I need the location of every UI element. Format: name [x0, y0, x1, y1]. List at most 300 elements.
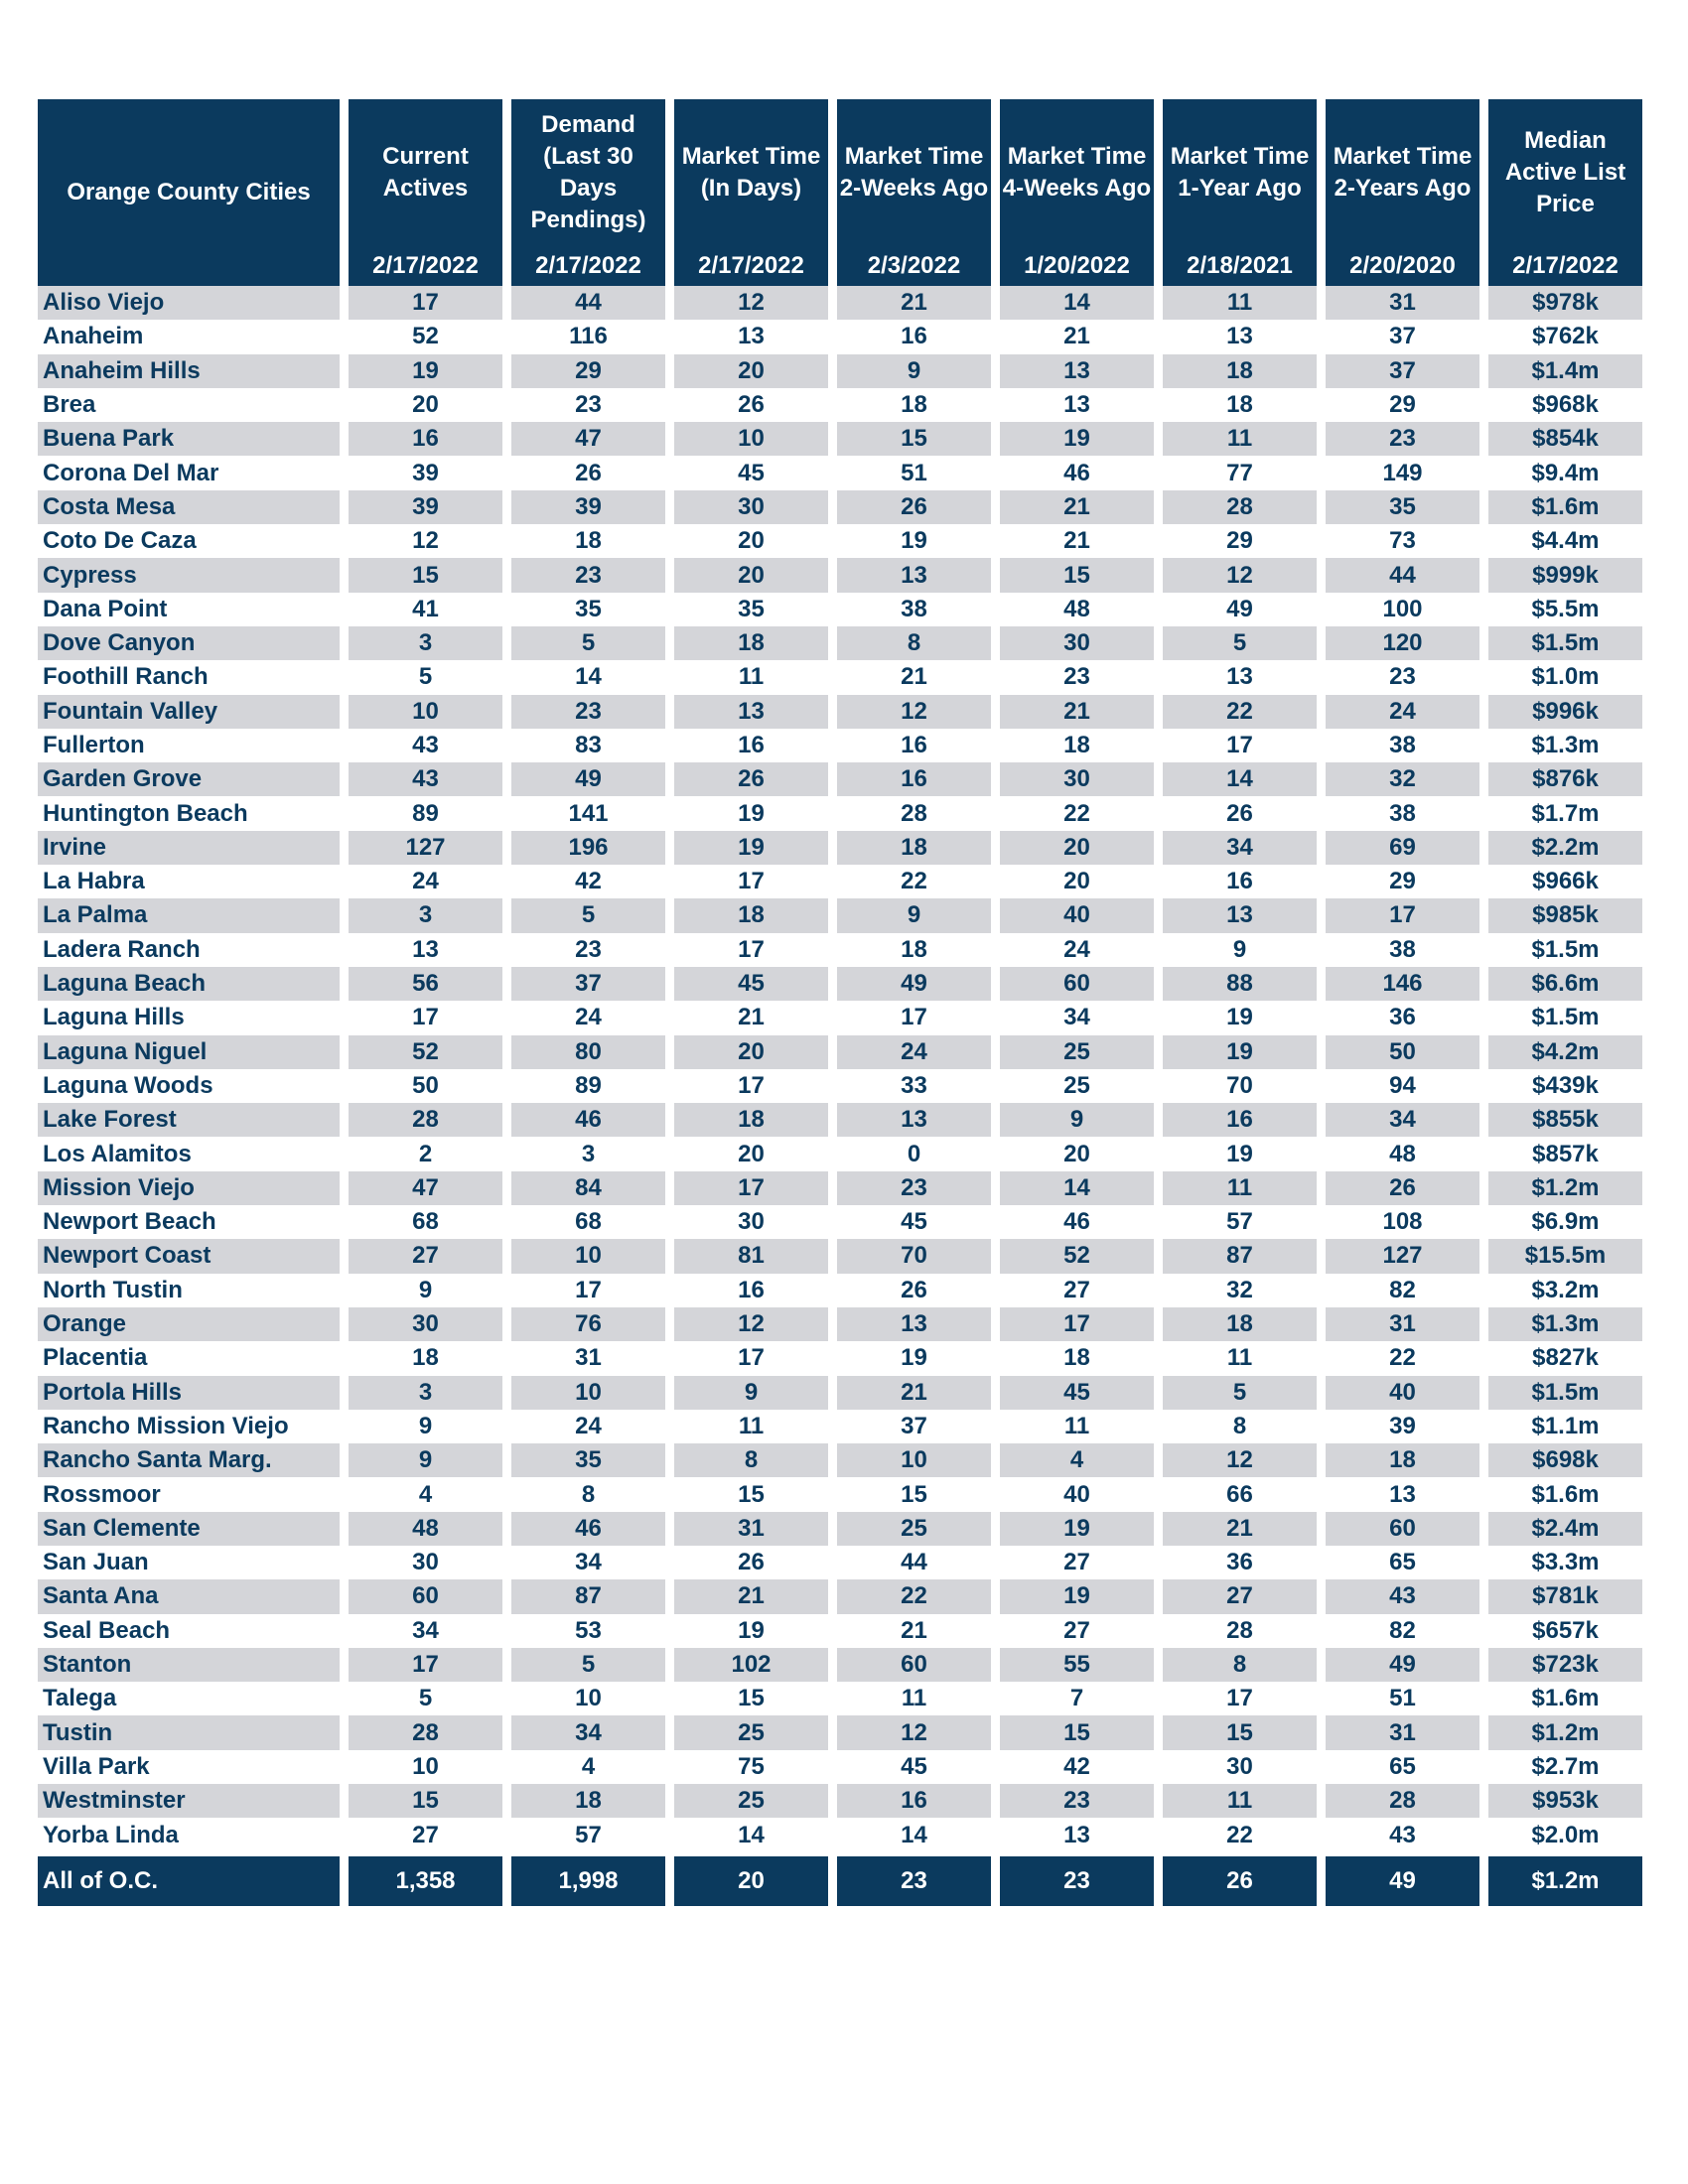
table-cell: 49 — [837, 967, 991, 1001]
table-row — [38, 422, 1642, 456]
table-cell: 89 — [511, 1069, 665, 1103]
city-name-cell: San Juan — [38, 1546, 340, 1579]
column-header-market-time-2-years — [1326, 99, 1479, 286]
table-cell: 24 — [1326, 695, 1479, 729]
table-cell: 8 — [511, 1477, 665, 1511]
city-name-cell: Los Alamitos — [38, 1137, 340, 1170]
table-cell: 18 — [674, 626, 828, 660]
table-cell: 19 — [837, 524, 991, 558]
table-cell: 45 — [674, 967, 828, 1001]
city-name-cell: Newport Beach — [38, 1205, 340, 1239]
table-cell: $1.2m — [1488, 1715, 1642, 1749]
table-cell: 18 — [837, 388, 991, 422]
table-cell: 5 — [1163, 626, 1317, 660]
table-cell: 73 — [1326, 524, 1479, 558]
table-cell: 87 — [1163, 1239, 1317, 1273]
column-header-median-price — [1488, 99, 1642, 286]
table-cell: 17 — [674, 933, 828, 967]
table-row — [38, 1512, 1642, 1546]
table-cell: $6.9m — [1488, 1205, 1642, 1239]
table-row — [38, 490, 1642, 524]
table-cell: $6.6m — [1488, 967, 1642, 1001]
city-name-cell: Mission Viejo — [38, 1171, 340, 1205]
column-header-title: Market Time 2-Weeks Ago — [839, 143, 989, 202]
table-cell: 26 — [837, 490, 991, 524]
table-cell: 77 — [1163, 456, 1317, 489]
table-cell: 30 — [349, 1307, 502, 1341]
table-cell: 10 — [511, 1376, 665, 1410]
table-cell: 24 — [837, 1035, 991, 1069]
table-cell: 34 — [511, 1715, 665, 1749]
table-cell: 45 — [674, 456, 828, 489]
table-cell: 21 — [837, 660, 991, 694]
table-cell: 16 — [837, 320, 991, 353]
table-cell: 3 — [511, 1137, 665, 1170]
table-cell: 11 — [1163, 286, 1317, 320]
table-row — [38, 865, 1642, 898]
table-cell: 87 — [511, 1579, 665, 1613]
table-cell: 5 — [511, 1648, 665, 1682]
table-cell: 10 — [837, 1443, 991, 1477]
table-row — [38, 1069, 1642, 1103]
city-name-cell: Santa Ana — [38, 1579, 340, 1613]
table-cell: 13 — [1163, 320, 1317, 353]
city-name-cell: Orange — [38, 1307, 340, 1341]
table-cell: 18 — [511, 1784, 665, 1818]
table-cell: 65 — [1326, 1750, 1479, 1784]
column-header-current-actives — [349, 99, 502, 286]
table-row — [38, 660, 1642, 694]
table-row — [38, 286, 1642, 320]
table-cell: 10 — [674, 422, 828, 456]
table-row — [38, 593, 1642, 626]
table-cell: $3.2m — [1488, 1274, 1642, 1307]
table-cell: 23 — [837, 1171, 991, 1205]
table-cell: 3 — [349, 898, 502, 932]
table-cell: 12 — [674, 286, 828, 320]
table-cell: 30 — [1000, 762, 1154, 796]
table-row — [38, 354, 1642, 388]
table-cell: 94 — [1326, 1069, 1479, 1103]
table-cell: 22 — [837, 865, 991, 898]
table-cell: 88 — [1163, 967, 1317, 1001]
table-row — [38, 1648, 1642, 1682]
column-header-date: 2/17/2022 — [535, 252, 641, 279]
city-name-cell: Aliso Viejo — [38, 286, 340, 320]
table-cell: 19 — [1163, 1001, 1317, 1034]
table-cell: 34 — [511, 1546, 665, 1579]
table-cell: 51 — [1326, 1682, 1479, 1715]
table-cell: 39 — [1326, 1410, 1479, 1443]
table-cell: 17 — [674, 1069, 828, 1103]
total-cell: 1,358 — [349, 1856, 502, 1906]
table-cell: 38 — [837, 593, 991, 626]
city-name-cell: La Habra — [38, 865, 340, 898]
table-cell: 16 — [1163, 865, 1317, 898]
table-row — [38, 1137, 1642, 1170]
table-cell: $1.5m — [1488, 933, 1642, 967]
table-cell: $5.5m — [1488, 593, 1642, 626]
table-cell: 19 — [1163, 1137, 1317, 1170]
table-cell: $855k — [1488, 1103, 1642, 1137]
table-cell: 26 — [837, 1274, 991, 1307]
table-cell: 9 — [1000, 1103, 1154, 1137]
table-cell: 29 — [1326, 865, 1479, 898]
table-row — [38, 1001, 1642, 1034]
table-cell: 25 — [1000, 1035, 1154, 1069]
table-cell: 5 — [511, 898, 665, 932]
table-cell: 4 — [511, 1750, 665, 1784]
table-cell: 8 — [674, 1443, 828, 1477]
table-cell: 18 — [674, 1103, 828, 1137]
table-cell: 56 — [349, 967, 502, 1001]
table-cell: 13 — [1163, 660, 1317, 694]
table-cell: 21 — [1163, 1512, 1317, 1546]
table-cell: 16 — [837, 1784, 991, 1818]
table-row — [38, 898, 1642, 932]
table-cell: 27 — [1000, 1546, 1154, 1579]
table-cell: 26 — [1163, 796, 1317, 830]
table-cell: 23 — [1000, 1784, 1154, 1818]
table-cell: 48 — [1000, 593, 1154, 626]
table-cell: 120 — [1326, 626, 1479, 660]
table-cell: 80 — [511, 1035, 665, 1069]
table-cell: 17 — [511, 1274, 665, 1307]
table-cell: 18 — [837, 831, 991, 865]
city-name-cell: Dana Point — [38, 593, 340, 626]
table-cell: 30 — [1000, 626, 1154, 660]
total-cell: 20 — [674, 1856, 828, 1906]
table-cell: $978k — [1488, 286, 1642, 320]
table-cell: 49 — [511, 762, 665, 796]
table-cell: $4.4m — [1488, 524, 1642, 558]
table-cell: 10 — [511, 1239, 665, 1273]
table-cell: 10 — [511, 1682, 665, 1715]
column-header-date: 2/17/2022 — [1512, 252, 1618, 279]
table-cell: 127 — [349, 831, 502, 865]
column-header-title: Market Time (In Days) — [681, 143, 821, 202]
market-time-table — [29, 99, 1651, 1906]
table-cell: 43 — [349, 762, 502, 796]
table-row — [38, 1205, 1642, 1239]
table-cell: $4.2m — [1488, 1035, 1642, 1069]
table-cell: 13 — [674, 320, 828, 353]
table-cell: 3 — [349, 626, 502, 660]
total-cell: $1.2m — [1488, 1856, 1642, 1906]
table-cell: 20 — [674, 558, 828, 592]
table-row — [38, 524, 1642, 558]
table-cell: 11 — [1163, 1171, 1317, 1205]
table-cell: 42 — [511, 865, 665, 898]
table-cell: 196 — [511, 831, 665, 865]
table-cell: 15 — [1163, 1715, 1317, 1749]
table-cell: $439k — [1488, 1069, 1642, 1103]
table-row — [38, 456, 1642, 489]
table-cell: 16 — [837, 729, 991, 762]
table-cell: 32 — [1163, 1274, 1317, 1307]
table-cell: 27 — [349, 1818, 502, 1851]
table-cell: $1.7m — [1488, 796, 1642, 830]
city-name-cell: Placentia — [38, 1341, 340, 1375]
table-cell: 22 — [837, 1579, 991, 1613]
table-cell: 13 — [1000, 1818, 1154, 1851]
table-row — [38, 1818, 1642, 1851]
table-cell: $723k — [1488, 1648, 1642, 1682]
table-row — [38, 967, 1642, 1001]
table-row — [38, 626, 1642, 660]
table-cell: 57 — [511, 1818, 665, 1851]
table-cell: 12 — [1163, 1443, 1317, 1477]
table-row — [38, 1784, 1642, 1818]
table-cell: 21 — [1000, 490, 1154, 524]
table-row — [38, 695, 1642, 729]
city-name-cell: Laguna Beach — [38, 967, 340, 1001]
table-row — [38, 1682, 1642, 1715]
table-cell: 17 — [349, 1001, 502, 1034]
table-cell: 9 — [1163, 933, 1317, 967]
table-cell: 23 — [511, 388, 665, 422]
table-cell: 116 — [511, 320, 665, 353]
city-name-cell: Irvine — [38, 831, 340, 865]
table-cell: 30 — [674, 1205, 828, 1239]
table-cell: 102 — [674, 1648, 828, 1682]
table-cell: 9 — [349, 1443, 502, 1477]
table-cell: 66 — [1163, 1477, 1317, 1511]
header-row — [38, 99, 1642, 286]
table-cell: 18 — [1326, 1443, 1479, 1477]
table-cell: 5 — [349, 1682, 502, 1715]
table-cell: 15 — [1000, 558, 1154, 592]
table-cell: 60 — [837, 1648, 991, 1682]
table-cell: $781k — [1488, 1579, 1642, 1613]
table-cell: 27 — [1000, 1274, 1154, 1307]
table-cell: $966k — [1488, 865, 1642, 898]
table-cell: 18 — [1000, 729, 1154, 762]
table-cell: 29 — [1326, 388, 1479, 422]
table-cell: $999k — [1488, 558, 1642, 592]
city-name-cell: Buena Park — [38, 422, 340, 456]
table-cell: 27 — [1163, 1579, 1317, 1613]
table-cell: 9 — [837, 898, 991, 932]
table-cell: 68 — [511, 1205, 665, 1239]
table-cell: 25 — [674, 1784, 828, 1818]
table-cell: $2.4m — [1488, 1512, 1642, 1546]
table-cell: 29 — [511, 354, 665, 388]
city-name-cell: Lake Forest — [38, 1103, 340, 1137]
city-name-cell: Rancho Mission Viejo — [38, 1410, 340, 1443]
table-cell: 38 — [1326, 729, 1479, 762]
table-cell: 28 — [349, 1715, 502, 1749]
table-cell: $1.6m — [1488, 490, 1642, 524]
table-cell: 12 — [1163, 558, 1317, 592]
table-cell: 82 — [1326, 1614, 1479, 1648]
table-cell: 23 — [511, 933, 665, 967]
table-row — [38, 1750, 1642, 1784]
table-cell: 8 — [1163, 1410, 1317, 1443]
table-cell: $1.5m — [1488, 626, 1642, 660]
table-cell: 27 — [349, 1239, 502, 1273]
table-cell: $1.4m — [1488, 354, 1642, 388]
table-cell: 35 — [1326, 490, 1479, 524]
table-cell: 17 — [349, 286, 502, 320]
table-cell: 60 — [1000, 967, 1154, 1001]
total-cell: 26 — [1163, 1856, 1317, 1906]
column-header-date: 2/17/2022 — [372, 252, 479, 279]
city-name-cell: Talega — [38, 1682, 340, 1715]
table-cell: 83 — [511, 729, 665, 762]
table-cell: 18 — [837, 933, 991, 967]
table-cell: 21 — [1000, 320, 1154, 353]
table-cell: 31 — [1326, 1715, 1479, 1749]
table-row — [38, 762, 1642, 796]
city-name-cell: Ladera Ranch — [38, 933, 340, 967]
city-name-cell: La Palma — [38, 898, 340, 932]
table-cell: 21 — [1000, 695, 1154, 729]
table-cell: 5 — [349, 660, 502, 694]
total-cell: 49 — [1326, 1856, 1479, 1906]
table-cell: 26 — [1326, 1171, 1479, 1205]
table-cell: 12 — [837, 1715, 991, 1749]
table-cell: 12 — [349, 524, 502, 558]
table-cell: 70 — [1163, 1069, 1317, 1103]
table-cell: 15 — [674, 1477, 828, 1511]
table-cell: 146 — [1326, 967, 1479, 1001]
table-cell: 20 — [674, 1035, 828, 1069]
table-cell: $854k — [1488, 422, 1642, 456]
table-cell: 11 — [1163, 1784, 1317, 1818]
table-cell: 17 — [1326, 898, 1479, 932]
table-cell: 17 — [674, 1171, 828, 1205]
table-cell: 127 — [1326, 1239, 1479, 1273]
table-cell: 49 — [1163, 593, 1317, 626]
table-cell: 15 — [1000, 1715, 1154, 1749]
total-cell: 1,998 — [511, 1856, 665, 1906]
table-cell: 17 — [674, 865, 828, 898]
table-cell: 57 — [1163, 1205, 1317, 1239]
table-cell: 69 — [1326, 831, 1479, 865]
city-name-cell: Anaheim Hills — [38, 354, 340, 388]
table-cell: 16 — [1163, 1103, 1317, 1137]
table-cell: 100 — [1326, 593, 1479, 626]
city-name-cell: Anaheim — [38, 320, 340, 353]
table-cell: 43 — [1326, 1818, 1479, 1851]
table-cell: 34 — [1326, 1103, 1479, 1137]
table-cell: 31 — [511, 1341, 665, 1375]
table-cell: 40 — [1000, 898, 1154, 932]
table-cell: 48 — [1326, 1137, 1479, 1170]
table-cell: 23 — [511, 558, 665, 592]
table-cell: 17 — [674, 1341, 828, 1375]
table-cell: 5 — [1163, 1376, 1317, 1410]
table-row — [38, 1307, 1642, 1341]
table-cell: 11 — [1163, 422, 1317, 456]
table-cell: 45 — [837, 1205, 991, 1239]
table-cell: $876k — [1488, 762, 1642, 796]
table-cell: 84 — [511, 1171, 665, 1205]
table-cell: 21 — [1000, 524, 1154, 558]
table-cell: 26 — [674, 388, 828, 422]
table-cell: 21 — [674, 1579, 828, 1613]
column-header-date: 1/20/2022 — [1024, 252, 1130, 279]
table-cell: $1.1m — [1488, 1410, 1642, 1443]
city-name-cell: Seal Beach — [38, 1614, 340, 1648]
city-name-cell: Laguna Niguel — [38, 1035, 340, 1069]
table-cell: $9.4m — [1488, 456, 1642, 489]
table-cell: 13 — [837, 1307, 991, 1341]
table-cell: 32 — [1326, 762, 1479, 796]
table-cell: 44 — [837, 1546, 991, 1579]
table-cell: 19 — [1163, 1035, 1317, 1069]
table-row — [38, 1171, 1642, 1205]
table-cell: 149 — [1326, 456, 1479, 489]
column-header-date: 2/17/2022 — [698, 252, 804, 279]
city-name-cell: Fountain Valley — [38, 695, 340, 729]
city-name-cell: Garden Grove — [38, 762, 340, 796]
table-cell: 21 — [837, 1614, 991, 1648]
table-cell: $1.3m — [1488, 1307, 1642, 1341]
table-cell: 36 — [1163, 1546, 1317, 1579]
table-cell: $1.5m — [1488, 1001, 1642, 1034]
column-header-market-time-2-weeks — [837, 99, 991, 286]
table-cell: 22 — [1326, 1341, 1479, 1375]
table-cell: 14 — [1000, 1171, 1154, 1205]
city-name-cell: Portola Hills — [38, 1376, 340, 1410]
table-cell: 15 — [349, 1784, 502, 1818]
table-cell: 18 — [1163, 354, 1317, 388]
table-cell: 44 — [511, 286, 665, 320]
table-cell: 14 — [1000, 286, 1154, 320]
table-cell: $827k — [1488, 1341, 1642, 1375]
table-cell: 37 — [511, 967, 665, 1001]
table-cell: 30 — [349, 1546, 502, 1579]
table-cell: 52 — [349, 320, 502, 353]
table-cell: 20 — [349, 388, 502, 422]
table-cell: $857k — [1488, 1137, 1642, 1170]
table-cell: 18 — [1000, 1341, 1154, 1375]
table-cell: 4 — [1000, 1443, 1154, 1477]
city-name-cell: Rancho Santa Marg. — [38, 1443, 340, 1477]
table-cell: 81 — [674, 1239, 828, 1273]
table-cell: 25 — [674, 1715, 828, 1749]
table-cell: $985k — [1488, 898, 1642, 932]
table-row — [38, 388, 1642, 422]
table-cell: 50 — [1326, 1035, 1479, 1069]
column-header-market-time — [674, 99, 828, 286]
table-row — [38, 1274, 1642, 1307]
table-cell: 40 — [1326, 1376, 1479, 1410]
city-name-cell: Stanton — [38, 1648, 340, 1682]
table-row — [38, 1715, 1642, 1749]
table-cell: 12 — [674, 1307, 828, 1341]
table-cell: 35 — [674, 593, 828, 626]
table-row — [38, 729, 1642, 762]
table-cell: 42 — [1000, 1750, 1154, 1784]
table-row — [38, 1477, 1642, 1511]
table-cell: 39 — [349, 456, 502, 489]
table-cell: 11 — [674, 1410, 828, 1443]
city-name-cell: Dove Canyon — [38, 626, 340, 660]
table-cell: 3 — [349, 1376, 502, 1410]
table-cell: 24 — [511, 1001, 665, 1034]
table-cell: 18 — [1163, 388, 1317, 422]
table-cell: 9 — [837, 354, 991, 388]
table-cell: 82 — [1326, 1274, 1479, 1307]
table-cell: 17 — [349, 1648, 502, 1682]
table-cell: 13 — [1000, 388, 1154, 422]
table-cell: 13 — [837, 558, 991, 592]
table-cell: 19 — [349, 354, 502, 388]
table-cell: 8 — [1163, 1648, 1317, 1682]
